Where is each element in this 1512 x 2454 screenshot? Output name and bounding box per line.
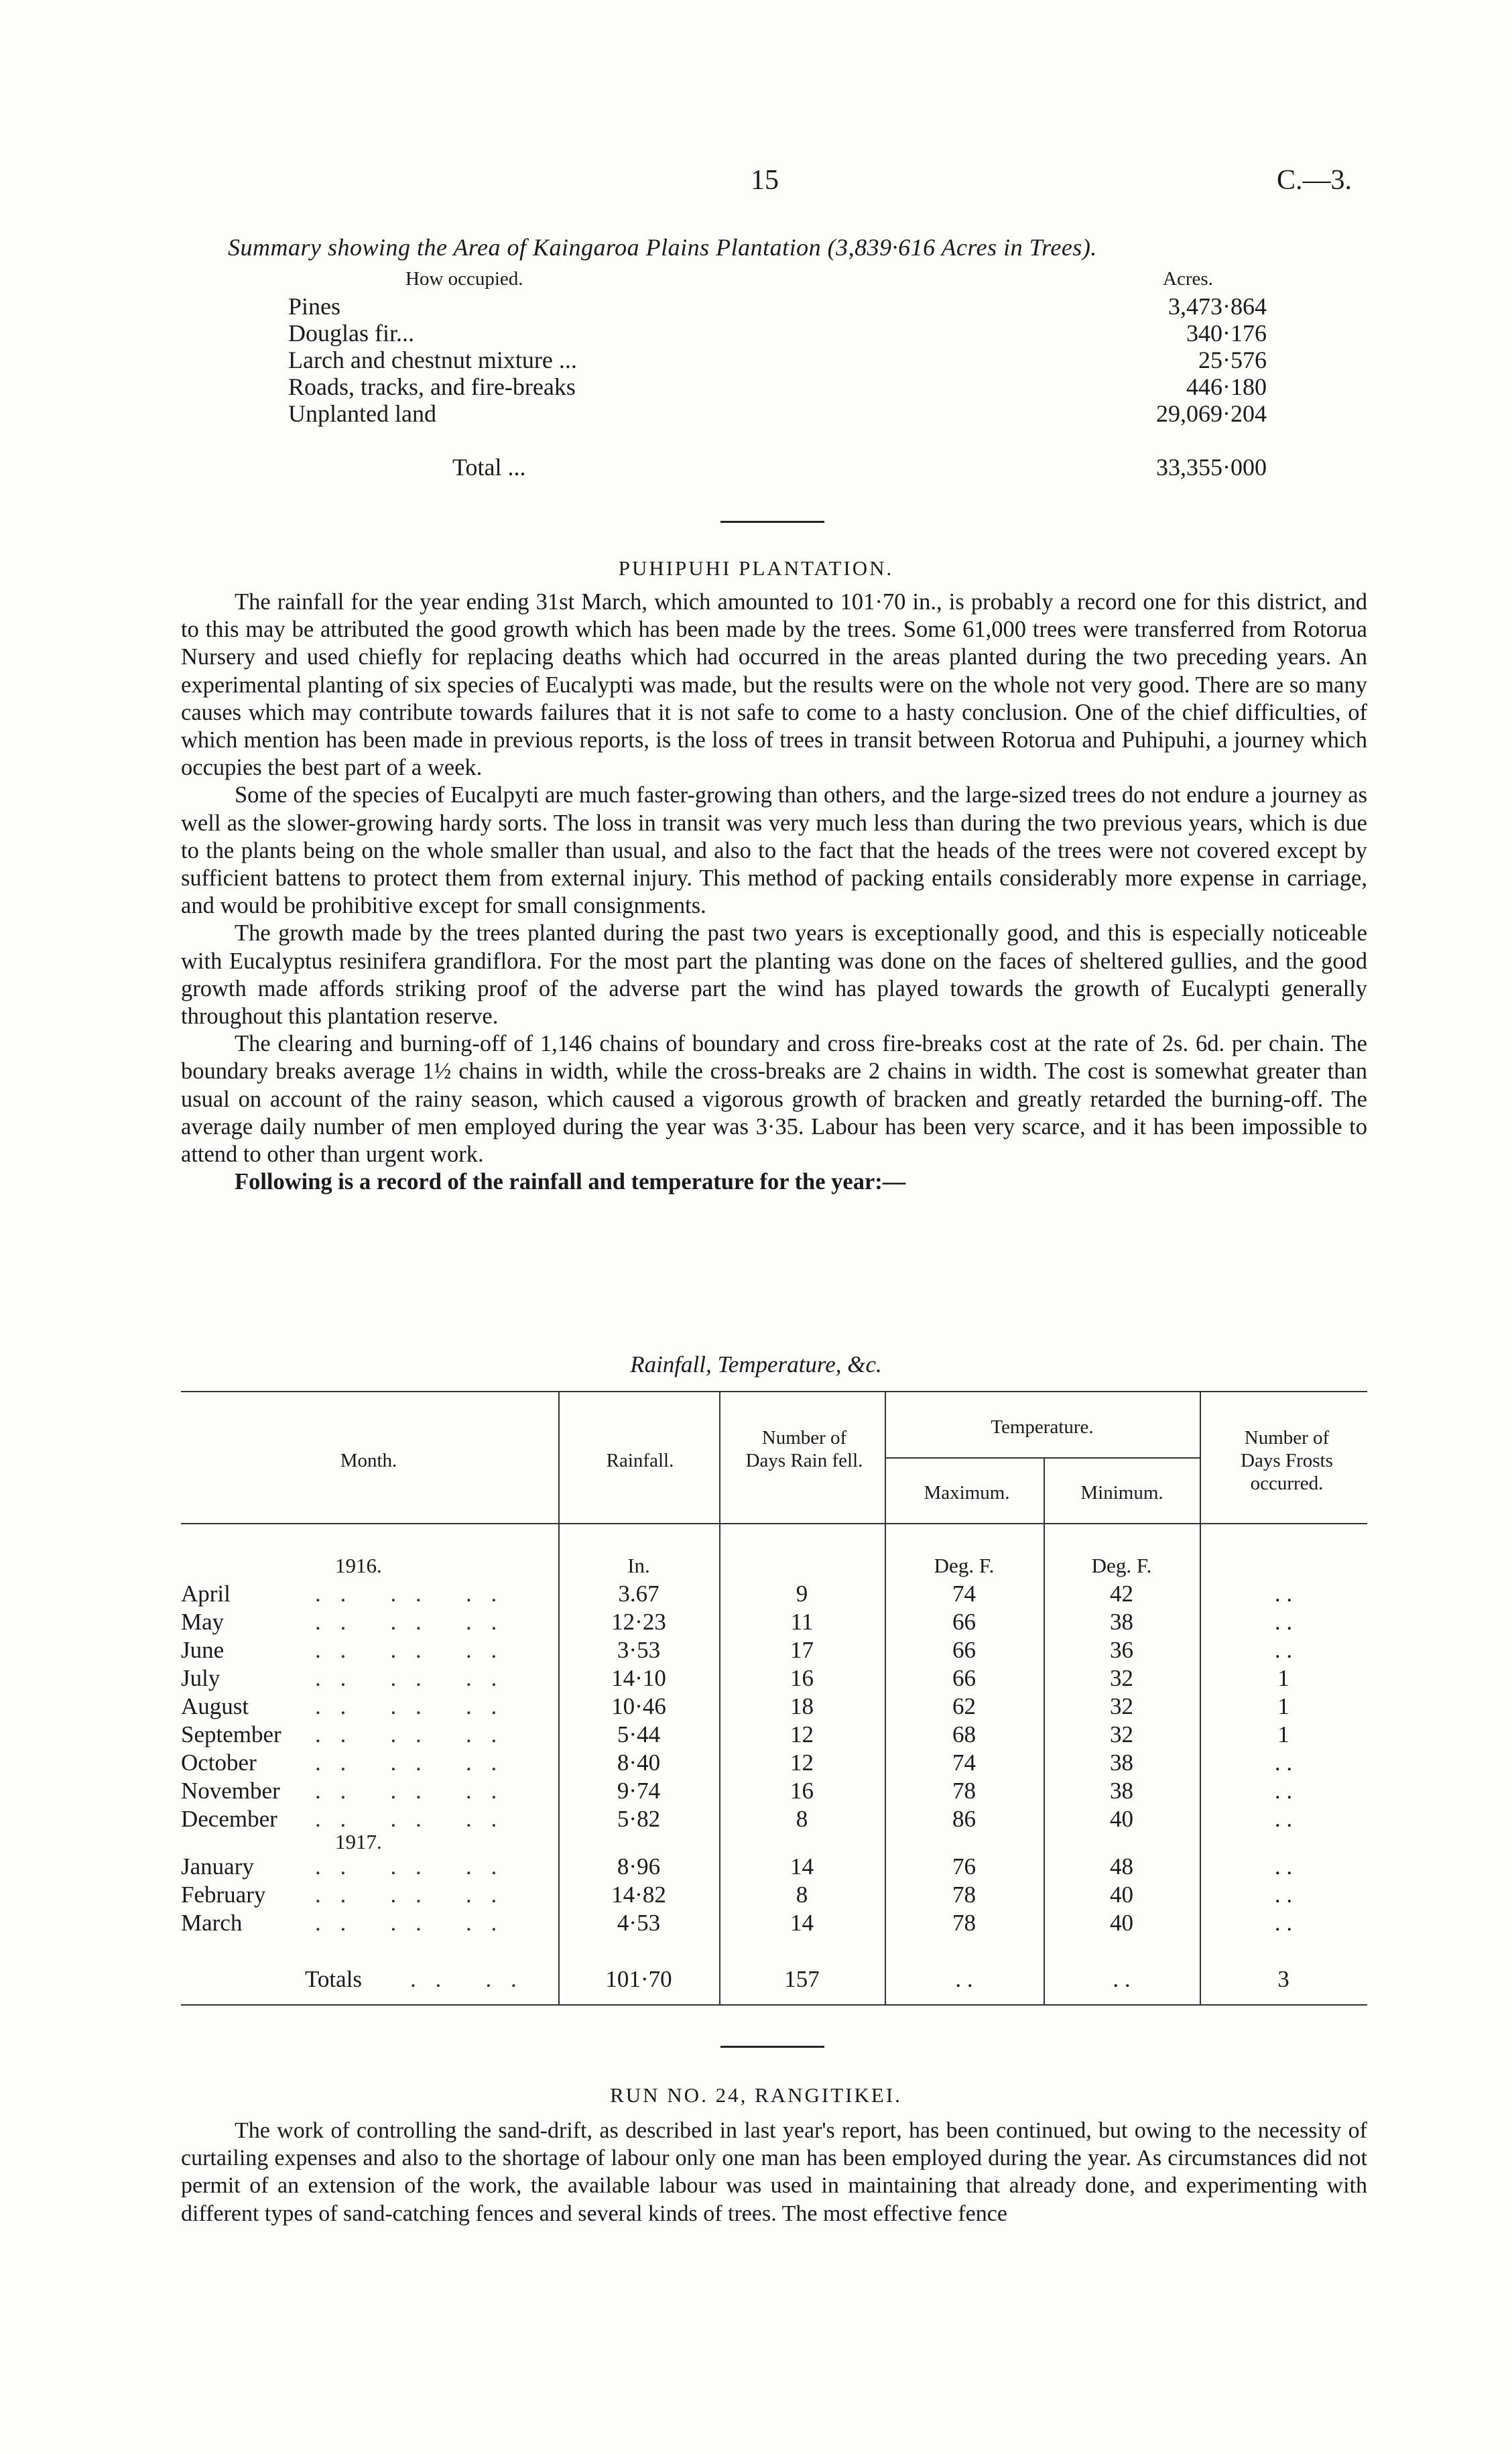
summary-row-value: 3,473·864 bbox=[1168, 293, 1267, 320]
leader-dots: . . . . . . bbox=[315, 1750, 504, 1776]
min-temp-value: 40 bbox=[1110, 1806, 1133, 1832]
days-rain-value: 16 bbox=[790, 1665, 814, 1691]
rainfall-value: 14·82 bbox=[611, 1882, 666, 1908]
run24-title: RUN NO. 24, RANGITIKEI. bbox=[610, 2083, 902, 2107]
frost-days-value: . . bbox=[1274, 1882, 1293, 1908]
col-header-maximum: Maximum. bbox=[924, 1482, 1010, 1504]
rainfall-value: 12·23 bbox=[611, 1609, 666, 1635]
min-temp-value: 32 bbox=[1110, 1721, 1133, 1747]
rainfall-value: 9·74 bbox=[617, 1778, 661, 1804]
days-rain-value: 11 bbox=[790, 1609, 814, 1635]
table-top-rule bbox=[181, 1391, 1367, 1392]
month-name: September bbox=[181, 1721, 281, 1747]
leader-dots: . . . . . . bbox=[315, 1581, 504, 1607]
max-temp-value: 62 bbox=[952, 1693, 976, 1719]
frost-days-value: 1 bbox=[1277, 1693, 1289, 1719]
totals-days: 157 bbox=[784, 1966, 820, 1992]
col-header-minimum: Minimum. bbox=[1080, 1482, 1163, 1504]
summary-row bbox=[288, 319, 1267, 346]
month-name: March bbox=[181, 1910, 243, 1936]
frost-days-value: . . bbox=[1274, 1637, 1293, 1663]
leader-dots: . . . . . . bbox=[315, 1806, 504, 1832]
summary-row-label: Roads, tracks, and fire-breaks bbox=[288, 373, 576, 400]
max-temp-value: 66 bbox=[952, 1665, 976, 1691]
summary-title: Summary showing the Area of Kaingaroa Plains Plantation (3,839·616 Acres in Trees). bbox=[228, 234, 1097, 261]
rainfall-value: 14·10 bbox=[611, 1665, 666, 1691]
days-rain-value: 16 bbox=[790, 1778, 814, 1804]
totals-min: . . bbox=[1113, 1966, 1131, 1992]
summary-row-value: 446·180 bbox=[1186, 373, 1267, 400]
max-temp-value: 68 bbox=[952, 1721, 976, 1747]
rainfall-value: 10·46 bbox=[611, 1693, 666, 1719]
section-divider bbox=[720, 2046, 824, 2048]
max-temp-value: 76 bbox=[952, 1853, 976, 1880]
rainfall-value: 3.67 bbox=[618, 1581, 659, 1607]
max-temp-value: 66 bbox=[952, 1637, 976, 1663]
month-name: April bbox=[181, 1581, 231, 1607]
run24-text bbox=[181, 2117, 1367, 2227]
paragraph: The rainfall for the year ending 31st March, which amounted to 101·70 in., is probably a record one for this district, and to this may be attributed the good growth which has been made by the trees. Some 61,000 trees were transferred from Rotorua Nursery and used chiefly for replacing deaths which had occurred in the areas planted during the two preceding years. An experimental planting of six species of Eucalypti was made, but the results were on the whole not very good. There are so many causes which may contribute towards failures that it is not safe to come to a hasty conclusion. One of the chief difficulties, of which mention has been made in previous reports, is the loss of trees in transit between Rotorua and Puhipuhi, a journey which occupies the best part of a week. bbox=[181, 589, 1367, 781]
month-name: August bbox=[181, 1693, 249, 1719]
summary-row bbox=[288, 373, 1267, 400]
paragraph: Following is a record of the rainfall and temperature for the year:— bbox=[235, 1169, 906, 1195]
month-name: January bbox=[181, 1853, 254, 1880]
min-temp-value: 40 bbox=[1110, 1882, 1133, 1908]
rain-unit: In. bbox=[627, 1554, 650, 1577]
rainfall-value: 3·53 bbox=[617, 1637, 661, 1663]
month-name: February bbox=[181, 1882, 266, 1908]
puhipuhi-title: PUHIPUHI PLANTATION. bbox=[618, 556, 894, 580]
min-temp-value: 32 bbox=[1110, 1693, 1133, 1719]
totals-max: . . bbox=[955, 1966, 973, 1992]
page-number: 15 bbox=[751, 165, 779, 196]
summary-row-label: Douglas fir... bbox=[288, 320, 414, 347]
summary-total-value: 33,355·000 bbox=[1156, 454, 1267, 481]
max-temp-value: 78 bbox=[952, 1910, 976, 1936]
frost-days-value: . . bbox=[1274, 1609, 1293, 1635]
min-temp-value: 38 bbox=[1110, 1609, 1133, 1635]
summary-row-label: Pines bbox=[288, 293, 341, 320]
totals-label: Totals bbox=[305, 1966, 363, 1992]
paragraph: The work of controlling the sand-drift, as described in last year's report, has been continued, but owing to the necessity of curtailing expenses and also to the shortage of labour only one man has been employed during the year. As circumstances did not permit of an extension of the work, the available labour was used in maintaining that already done, and experimenting with different types of sand-catching fences and several kinds of trees. The most effective fence bbox=[181, 2118, 1367, 2226]
paragraph: Some of the species of Eucalpyti are much faster-growing than others, and the large-sized trees do not endure a journey as well as the slower-growing hardy sorts. The loss in transit was very much less than during the two previous years, which is due to the plants being on the whole smaller than usual, and also to the fact that the heads of the trees were not covered except by sufficient battens to protect them from external injury. This method of packing entails considerably more expense in carriage, and would be prohibitive except for small consignments. bbox=[181, 782, 1367, 919]
min-temp-value: 38 bbox=[1110, 1750, 1133, 1776]
month-name: June bbox=[181, 1637, 225, 1663]
days-rain-value: 18 bbox=[790, 1693, 814, 1719]
leader-dots: . . . . . . bbox=[315, 1721, 504, 1747]
frost-days-value: . . bbox=[1274, 1778, 1293, 1804]
leader-dots: . . . . . . bbox=[315, 1853, 504, 1880]
puhipuhi-text bbox=[181, 589, 1367, 1196]
days-rain-value: 12 bbox=[790, 1750, 814, 1776]
summary-row bbox=[288, 346, 1267, 373]
col-header-temperature: Temperature. bbox=[991, 1416, 1094, 1438]
totals-rain: 101·70 bbox=[605, 1966, 672, 1992]
min-temp-value: 32 bbox=[1110, 1665, 1133, 1691]
temperature-rule bbox=[885, 1457, 1200, 1459]
max-temp-value: 78 bbox=[952, 1778, 976, 1804]
days-rain-value: 9 bbox=[796, 1581, 808, 1607]
max-temp-value: 74 bbox=[952, 1750, 976, 1776]
max-unit: Deg. F. bbox=[934, 1554, 995, 1577]
summary-row-value: 340·176 bbox=[1186, 320, 1267, 347]
days-rain-value: 8 bbox=[796, 1806, 808, 1832]
year-label: 1916. bbox=[335, 1554, 382, 1577]
month-name: November bbox=[181, 1778, 280, 1804]
leader-dots: . . . . . . bbox=[315, 1609, 504, 1635]
days-rain-value: 14 bbox=[790, 1910, 814, 1936]
header-bottom-rule bbox=[181, 1523, 1367, 1524]
frost-days-value: . . bbox=[1274, 1853, 1293, 1880]
section-divider bbox=[720, 521, 824, 523]
col-header-days-rain: Number of Days Rain fell. bbox=[745, 1427, 863, 1471]
year-label: 1917. bbox=[335, 1830, 382, 1853]
min-temp-value: 42 bbox=[1110, 1581, 1133, 1607]
totals-frost: 3 bbox=[1277, 1966, 1289, 1992]
summary-row bbox=[288, 292, 1267, 319]
document-reference: C.—3. bbox=[1277, 165, 1352, 196]
table-title: Rainfall, Temperature, &c. bbox=[630, 1351, 882, 1377]
month-name: July bbox=[181, 1665, 220, 1691]
rainfall-value: 4·53 bbox=[617, 1910, 661, 1936]
min-unit: Deg. F. bbox=[1091, 1554, 1152, 1577]
summary-row-label: Unplanted land bbox=[288, 400, 436, 427]
table-bottom-rule bbox=[181, 2004, 1367, 2006]
frost-days-value: . . bbox=[1274, 1806, 1293, 1832]
days-rain-value: 17 bbox=[790, 1637, 814, 1663]
summary-row-value: 29,069·204 bbox=[1156, 400, 1267, 427]
frost-days-value: 1 bbox=[1277, 1721, 1289, 1747]
frost-days-value: . . bbox=[1274, 1750, 1293, 1776]
col-header-frosts: Number of Days Frosts occurred. bbox=[1241, 1427, 1333, 1494]
summary-row bbox=[288, 400, 1267, 426]
rainfall-value: 5·82 bbox=[617, 1806, 661, 1832]
summary-row-label: Larch and chestnut mixture ... bbox=[288, 347, 577, 373]
month-name: October bbox=[181, 1750, 257, 1776]
max-temp-value: 66 bbox=[952, 1609, 976, 1635]
summary-row-value: 25·576 bbox=[1198, 347, 1267, 373]
min-temp-value: 48 bbox=[1110, 1853, 1133, 1880]
frost-days-value: 1 bbox=[1277, 1665, 1289, 1691]
max-temp-value: 86 bbox=[952, 1806, 976, 1832]
leader-dots: . . . . . . bbox=[315, 1778, 504, 1804]
paragraph: The growth made by the trees planted during the past two years is exceptionally good, and this is especially noticeable with Eucalyptus resinifera grandiflora. For the most part the planting was done on the faces of sheltered gullies, and the good growth made affords striking proof of the adverse part the wind has played towards the growth of Eucalypti generally throughout this plantation reserve. bbox=[181, 920, 1367, 1030]
max-temp-value: 74 bbox=[952, 1581, 976, 1607]
leader-dots: . . . . . . bbox=[315, 1637, 504, 1663]
rainfall-value: 5·44 bbox=[617, 1721, 661, 1747]
summary-unit-label: Acres. bbox=[1163, 268, 1213, 290]
leader-dots: . . . . . . bbox=[315, 1910, 504, 1936]
max-temp-value: 78 bbox=[952, 1882, 976, 1908]
leader-dots: . . . . . . bbox=[315, 1665, 504, 1691]
col-header-month: Month. bbox=[340, 1450, 397, 1471]
summary-column-label: How occupied. bbox=[405, 268, 523, 290]
leader-dots: . . . . . . bbox=[315, 1693, 504, 1719]
leader-dots: . . . . bbox=[410, 1966, 523, 1992]
col-header-rainfall: Rainfall. bbox=[606, 1450, 674, 1471]
days-rain-value: 12 bbox=[790, 1721, 814, 1747]
leader-dots: . . . . . . bbox=[315, 1882, 504, 1908]
days-rain-value: 14 bbox=[790, 1853, 814, 1880]
month-name: December bbox=[181, 1806, 277, 1832]
summary-total-row bbox=[288, 453, 1267, 480]
rainfall-value: 8·96 bbox=[617, 1853, 661, 1880]
summary-total-label: Total ... bbox=[452, 454, 526, 481]
min-temp-value: 38 bbox=[1110, 1778, 1133, 1804]
min-temp-value: 36 bbox=[1110, 1637, 1133, 1663]
frost-days-value: . . bbox=[1274, 1910, 1293, 1936]
paragraph: The clearing and burning-off of 1,146 chains of boundary and cross fire-breaks cost at the rate of 2s. 6d. per chain. The boundary breaks average 1½ chains in width, while the cross-breaks are 2 chains in width. The cost is somewhat greater than usual on account of the rainy season, which caused a vigorous growth of bracken and greatly retarded the burning-off. The average daily number of men employed during the year was 3·35. Labour has been very scarce, and it has been impossible to attend to other than urgent work. bbox=[181, 1031, 1367, 1168]
min-temp-value: 40 bbox=[1110, 1910, 1133, 1936]
month-name: May bbox=[181, 1609, 225, 1635]
rainfall-value: 8·40 bbox=[617, 1750, 661, 1776]
frost-days-value: . . bbox=[1274, 1581, 1293, 1607]
days-rain-value: 8 bbox=[796, 1882, 808, 1908]
